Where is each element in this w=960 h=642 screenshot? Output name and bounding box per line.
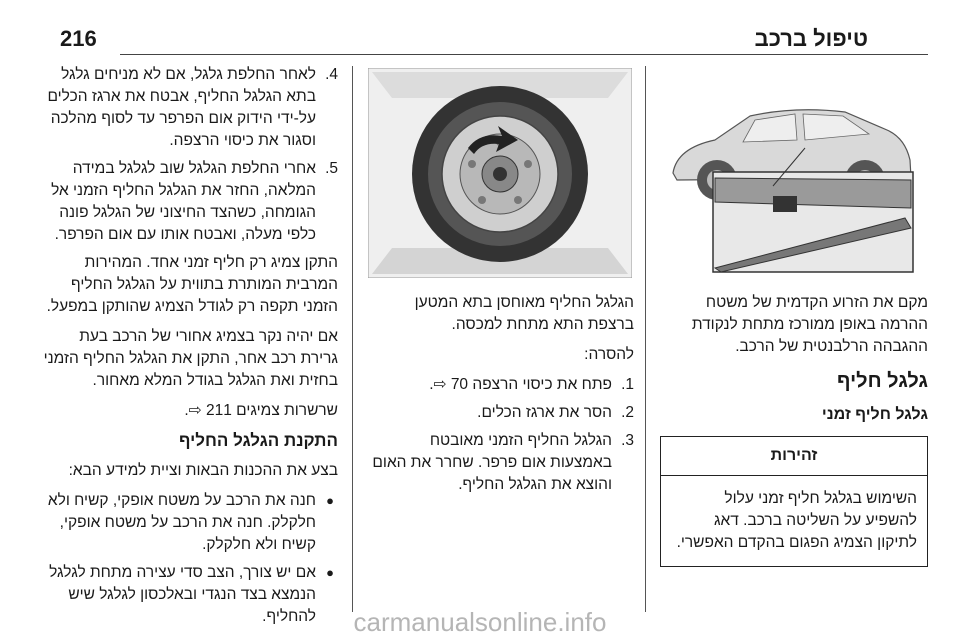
bullet-icon: ● — [326, 565, 334, 580]
step-number: 3. — [621, 432, 634, 449]
car-lift-illustration — [655, 68, 925, 278]
removal-steps — [368, 374, 634, 496]
section-title-spare-wheel: גלגל חליף — [837, 370, 928, 392]
page-ref-link[interactable]: 70 ⇨. — [429, 376, 469, 393]
section-title-fitting: התקנת הגלגל החליף — [178, 431, 338, 450]
column-mid-text — [368, 292, 634, 502]
spare-limit-paragraph: התקן צמיג רק חליף זמני אחד. המהירות המרבית המותרת בתווית על הגלגל החליף הזמני תקפה רק לגודל הצמיג שהותקן במפעל. — [46, 254, 338, 315]
page-number: 216 — [60, 26, 97, 51]
column-right-text — [38, 64, 338, 634]
bullet-text: אם יש צורך, הצב סדי עצירה מתחת לגלגל הנמצא בצד הנגדי ובאלכסון לגלגל שיש להחליף. — [49, 564, 316, 625]
watermark: carmanualsonline.info — [353, 607, 607, 637]
list-item — [38, 490, 338, 556]
list-item — [368, 402, 634, 424]
step-text: פתח את כיסוי הרצפה — [472, 376, 612, 393]
fitting-intro: בצע את ההכנות הבאות וציית למידע הבא: — [68, 462, 338, 479]
step-number: 4. — [325, 66, 338, 83]
spare-location-caption: הגלגל החליף מאוחסן בתא המטען ברצפת התא מתחת למכסה. — [414, 294, 634, 333]
snow-chains-paragraph — [38, 400, 338, 422]
refit-steps — [38, 64, 338, 246]
bullet-icon: ● — [326, 493, 334, 508]
snow-chains-label: שרשרות צמיגים — [236, 402, 338, 419]
list-item — [38, 64, 338, 152]
caution-body: השימוש בגלגל חליף זמני עלול להשפיע על השליטה ברכב. דאג לתיקון הצמיג הפגום בהקדם האפשרי. — [676, 490, 917, 551]
caution-box — [660, 436, 928, 567]
page-header — [60, 26, 928, 52]
step-text: לאחר החלפת גלגל, אם לא מניחים גלגל בתא הגלגל החליף, אבטח את ארגז הכלים על-ידי הידוק אום הפרפר עד לסוף מהלכה וסגור את כיסוי הרצפה. — [47, 66, 316, 149]
spare-wheel-illustration — [368, 68, 632, 278]
column-divider-mid — [645, 66, 646, 612]
caution-title: זהירות — [661, 437, 927, 476]
subsection-title-temporary-spare: גלגל חליף זמני — [821, 406, 928, 423]
step-text: הגלגל החליף הזמני מאובטח באמצעות אום פרפר. שחרר את האום והוצא את הגלגל החליף. — [372, 432, 612, 493]
step-text: הסר את ארגז הכלים. — [477, 404, 612, 421]
page-ref-link[interactable]: 211 ⇨. — [184, 402, 232, 419]
removal-label: להסרה: — [584, 346, 634, 363]
header-rule — [120, 54, 928, 55]
list-item — [368, 430, 634, 496]
list-item — [368, 374, 634, 396]
step-number: 1. — [621, 376, 634, 393]
page-title: טיפול ברכב — [754, 26, 868, 51]
step-number: 5. — [325, 160, 338, 177]
step-number: 2. — [621, 404, 634, 421]
bullet-text: חנה את הרכב על משטח אופקי, קשיח ולא חלקלק. חנה את הרכב על משטח אופקי, קשיח ולא חלקלק. — [47, 492, 316, 553]
column-divider-left — [352, 66, 353, 612]
step-text: אחרי החלפת הגלגל שוב לגלגל במידה המלאה, החזר את הגלגל החליף הזמני אל הגומחה, כשהצד החיצוני של הגלגל פונה כלפי מעלה, ואבטח אותו עם אום הפרפר. — [51, 160, 316, 243]
list-item — [38, 158, 338, 246]
column-left-text — [660, 292, 928, 567]
towing-paragraph: אם יהיה נקר בצמיג אחורי של הרכב בעת גרירת רכב אחר, התקן את הגלגל החליף הזמני בחזית ואת הגלגל בגודל המלא מאחור. — [43, 328, 338, 389]
lift-caption: מקם את הזרוע הקדמית של משטח ההרמה באופן ממורכז מתחת לנקודת ההגבהה הרלבנטית של הרכב. — [691, 294, 928, 355]
